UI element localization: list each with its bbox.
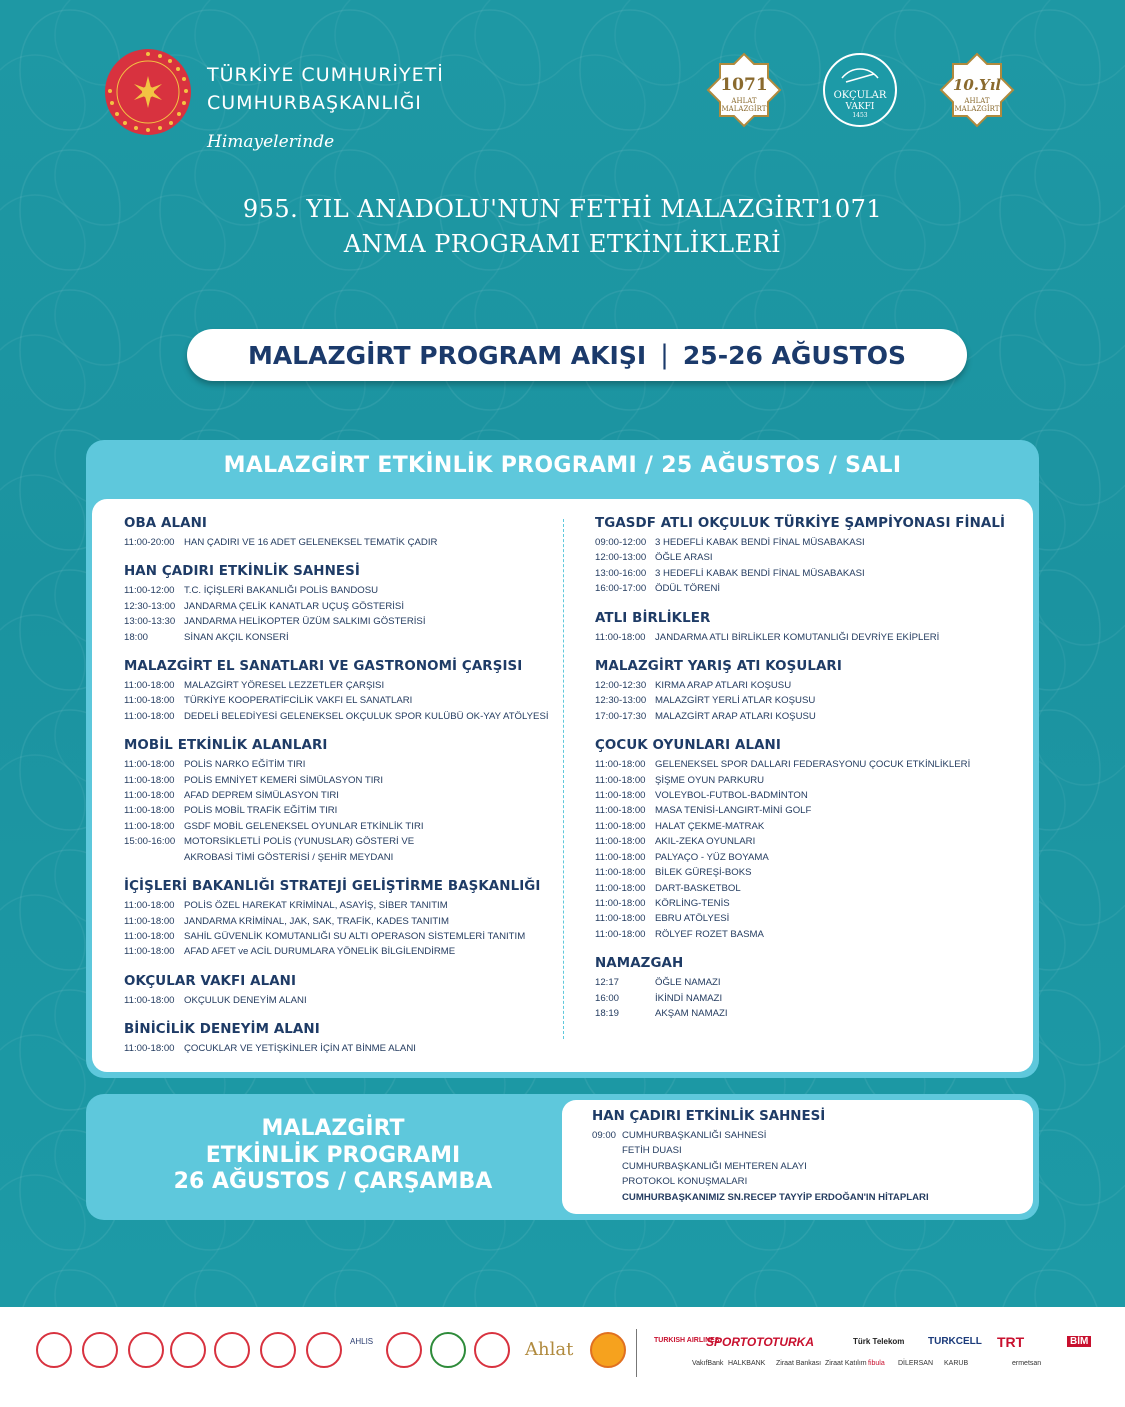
ahlat-10-yil-logo-icon <box>939 52 1015 128</box>
section-title: İÇİŞLERİ BAKANLIĞI STRATEJİ GELİŞTİRME BAŞKANLIĞI <box>124 879 541 895</box>
program-section <box>595 956 1025 1021</box>
schedule-description: CUMHURBAŞKANLIĞI SAHNESİ <box>622 1130 767 1141</box>
section-title: OBA ALANI <box>124 516 207 531</box>
schedule-time: 11:00-18:00 <box>124 900 175 912</box>
schedule-row <box>124 757 564 772</box>
schedule-description: GSDF MOBİL GELENEKSEL OYUNLAR ETKİNLİK TIRI <box>184 820 424 832</box>
svg-text:AHLAT: AHLAT <box>964 97 990 105</box>
schedule-time: 11:00-18:00 <box>595 928 646 940</box>
schedule-row <box>124 914 564 929</box>
schedule-row <box>124 773 564 788</box>
schedule-row <box>595 975 1025 990</box>
schedule-time: 16:00-17:00 <box>595 583 647 595</box>
schedule-row <box>595 709 1025 724</box>
schedule-row <box>124 630 564 645</box>
schedule-row <box>124 788 564 803</box>
svg-text:MALAZGİRT: MALAZGİRT <box>954 105 1000 113</box>
schedule-description: EBRU ATÖLYESİ <box>655 913 730 925</box>
main-title-line2: ANMA PROGRAMI ETKİNLİKLERİ <box>343 230 782 258</box>
schedule-description: JANDARMA ÇELİK KANATLAR UÇUŞ GÖSTERİSİ <box>184 600 404 612</box>
section-title: BİNİCİLİK DENEYİM ALANI <box>124 1022 320 1038</box>
day1-card <box>92 499 1033 1072</box>
schedule-time: 11:00-18:00 <box>595 631 646 643</box>
schedule-row <box>592 1159 1033 1174</box>
program-section <box>595 611 1025 645</box>
day2-title-line2: ETKİNLİK PROGRAMI <box>205 1142 461 1168</box>
schedule-time: 12:30-13:00 <box>595 695 647 707</box>
schedule-description: SİNAN AKÇIL KONSERİ <box>184 631 289 643</box>
schedule-row <box>124 583 564 598</box>
sponsor-footer <box>0 1307 1125 1407</box>
schedule-time: 11:00-20:00 <box>124 537 175 548</box>
institution-seal-icon <box>214 1332 250 1368</box>
schedule-row <box>124 944 564 959</box>
schedule-description: GELENEKSEL SPOR DALLARI FEDERASYONU ÇOCUK ETKİNLİKLERİ <box>655 759 971 771</box>
schedule-description: MALAZGİRT YERLİ ATLAR KOŞUSU <box>655 695 816 707</box>
sponsor-karub: KARUB <box>944 1360 969 1367</box>
institution-seal-icon <box>170 1332 206 1368</box>
ahlis-logo-icon: AHLIS <box>350 1337 374 1346</box>
presidency-name-line2: CUMHURBAŞKANLIĞI <box>207 92 422 114</box>
schedule-row <box>595 581 1025 596</box>
schedule-time: 11:00-18:00 <box>124 759 175 771</box>
svg-text:MALAZGİRT: MALAZGİRT <box>721 105 767 113</box>
schedule-description: AKIL-ZEKA OYUNLARI <box>655 836 756 848</box>
day2-card <box>562 1100 1033 1214</box>
schedule-time <box>592 1159 622 1174</box>
schedule-row <box>124 535 564 550</box>
program-section <box>124 974 564 1008</box>
institution-seal-icon <box>82 1332 118 1368</box>
program-section <box>124 1022 564 1056</box>
schedule-description: AKŞAM NAMAZI <box>655 1007 728 1019</box>
schedule-time: 11:00-18:00 <box>595 867 646 879</box>
section-title: MALAZGİRT YARIŞ ATI KOŞULARI <box>595 659 842 675</box>
schedule-time: 15:00-16:00 <box>124 836 176 848</box>
institution-seal-icon <box>128 1332 164 1368</box>
schedule-description: RÖLYEF ROZET BASMA <box>655 928 764 940</box>
schedule-time: 11:00-18:00 <box>124 820 175 832</box>
schedule-time: 11:00-18:00 <box>124 915 175 927</box>
program-flow-banner <box>187 329 967 381</box>
schedule-row <box>595 881 1025 896</box>
schedule-row <box>595 693 1025 708</box>
section-title: ÇOCUK OYUNLARI ALANI <box>595 738 781 754</box>
svg-text:AHLAT: AHLAT <box>731 97 757 105</box>
schedule-description: ÖDÜL TÖRENİ <box>655 583 721 595</box>
program-section <box>124 879 564 960</box>
schedule-time: 11:00-18:00 <box>595 882 646 894</box>
schedule-time: 11:00-18:00 <box>124 1043 175 1055</box>
day1-right-column <box>595 516 1025 1035</box>
schedule-row <box>124 709 564 724</box>
schedule-description: AFAD DEPREM SİMÜLASYON TIRI <box>184 790 339 802</box>
schedule-time: 11:00-18:00 <box>595 836 646 848</box>
schedule-description: AKROBASİ TİMİ GÖSTERİSİ / ŞEHİR MEYDANI <box>184 851 394 863</box>
institution-seal-icon <box>386 1332 422 1368</box>
schedule-description: BİLEK GÜREŞİ-BOKS <box>655 867 752 879</box>
schedule-row <box>595 630 1025 645</box>
institution-seal-icon <box>474 1332 510 1368</box>
schedule-time: 11:00-18:00 <box>124 805 175 817</box>
schedule-description: VOLEYBOL-FUTBOL-BADMİNTON <box>655 790 808 802</box>
main-title-line1: 955. YIL ANADOLU'NUN FETHİ MALAZGİRT1071 <box>242 195 883 223</box>
okcular-vakfi-logo-icon <box>822 52 898 128</box>
schedule-description: DART-BASKETBOL <box>655 882 741 894</box>
schedule-description: MASA TENİSİ-LANGIRT-MİNİ GOLF <box>655 805 812 817</box>
schedule-description: DEDELİ BELEDİYESİ GELENEKSEL OKÇULUK SPOR KULÜBÜ OK-YAY ATÖLYESİ <box>184 710 549 722</box>
schedule-row <box>592 1190 1033 1205</box>
schedule-time: 12:17 <box>595 977 620 989</box>
schedule-row <box>124 678 564 693</box>
column-divider <box>563 519 564 1039</box>
day2-panel <box>86 1094 1039 1220</box>
schedule-row <box>595 834 1025 849</box>
program-section <box>124 564 564 645</box>
schedule-row <box>592 1174 1033 1189</box>
sponsor-fibula: fibula <box>868 1360 885 1367</box>
section-title: MALAZGİRT EL SANATLARI VE GASTRONOMİ ÇARŞISI <box>124 659 523 675</box>
schedule-row <box>592 1128 1033 1143</box>
schedule-row <box>595 865 1025 880</box>
schedule-time: 11:00-18:00 <box>595 774 646 786</box>
banner-label: MALAZGİRT PROGRAM AKIŞI <box>247 340 647 370</box>
schedule-time: 12:30-13:00 <box>124 600 176 612</box>
schedule-time: 09:00 <box>592 1130 617 1141</box>
day2-items <box>592 1128 1033 1205</box>
schedule-time: 11:00-18:00 <box>595 790 646 802</box>
sponsor-sportoto: SPORTOTO <box>706 1335 773 1349</box>
schedule-time: 11:00-18:00 <box>124 946 175 958</box>
schedule-description: FETİH DUASI <box>622 1145 682 1157</box>
schedule-time: 11:00-18:00 <box>124 930 175 942</box>
schedule-description: HALAT ÇEKME-MATRAK <box>655 820 765 832</box>
schedule-time: 18:00 <box>124 631 149 643</box>
day1-panel <box>86 440 1039 1078</box>
institution-seal-icon <box>306 1332 342 1368</box>
schedule-row <box>595 991 1025 1006</box>
schedule-row <box>595 896 1025 911</box>
schedule-row <box>595 850 1025 865</box>
schedule-description: İKİNDİ NAMAZI <box>655 992 723 1004</box>
day2-section-title: HAN ÇADIRI ETKİNLİK SAHNESİ <box>592 1109 826 1124</box>
schedule-description: MOTORSİKLETLİ POLİS (YUNUSLAR) GÖSTERİ VE <box>184 836 415 848</box>
schedule-row <box>595 819 1025 834</box>
program-section <box>124 738 564 865</box>
day1-left-column <box>124 516 564 1071</box>
sponsor-bim: BİM <box>1067 1336 1091 1347</box>
schedule-time: 11:00-18:00 <box>595 805 646 817</box>
schedule-time: 11:00-18:00 <box>124 994 175 1006</box>
sponsor-halkbank: HALKBANK <box>728 1360 766 1367</box>
schedule-description: OKÇULUK DENEYİM ALANI <box>184 994 307 1006</box>
schedule-description: CUMHURBAŞKANIMIZ SN.RECEP TAYYİP ERDOĞAN'IN HİTAPLARI <box>622 1191 929 1203</box>
sponsor-ziraat-bankasi: Ziraat Bankası <box>776 1360 822 1367</box>
institution-seal-icon <box>260 1332 296 1368</box>
schedule-description: POLİS MOBİL TRAFİK EĞİTİM TIRI <box>184 805 338 817</box>
institution-seal-icon <box>36 1332 72 1368</box>
schedule-row <box>595 773 1025 788</box>
svg-text:10.Yıl: 10.Yıl <box>952 76 1002 94</box>
schedule-description: POLİS NARKO EĞİTİM TIRI <box>184 759 306 771</box>
presidency-emblem-icon <box>104 48 192 136</box>
schedule-description: MALAZGİRT YÖRESEL LEZZETLER ÇARŞISI <box>184 680 385 692</box>
schedule-time: 11:00-18:00 <box>124 774 175 786</box>
schedule-description: JANDARMA KRİMİNAL, JAK, SAK, TRAFİK, KADES TANITIM <box>184 915 449 927</box>
presidency-name-line1: TÜRKİYE CUMHURİYETİ <box>207 64 444 86</box>
schedule-description: KÖRLİNG-TENİS <box>655 897 730 909</box>
schedule-row <box>595 788 1025 803</box>
schedule-description: 3 HEDEFLİ KABAK BENDİ FİNAL MÜSABAKASI <box>655 537 865 548</box>
schedule-row <box>124 803 564 818</box>
schedule-time: 18:19 <box>595 1007 620 1019</box>
sponsor-ermetsan: ermetsan <box>1012 1360 1042 1367</box>
schedule-row <box>124 834 564 849</box>
sponsor-ziraat-katilim: Ziraat Katılım <box>825 1360 867 1367</box>
schedule-description: MALAZGİRT ARAP ATLARI KOŞUSU <box>655 710 816 722</box>
sponsor-turka: TURKA <box>772 1335 814 1349</box>
schedule-time: 12:00-13:00 <box>595 552 647 564</box>
schedule-time: 11:00-18:00 <box>124 680 175 692</box>
schedule-description: HAN ÇADIRI VE 16 ADET GELENEKSEL TEMATİK ÇADIR <box>184 537 438 548</box>
schedule-description: JANDARMA HELİKOPTER ÜZÜM SALKIMI GÖSTERİSİ <box>184 616 426 628</box>
section-title: OKÇULAR VAKFI ALANI <box>124 973 297 989</box>
schedule-row <box>595 566 1025 581</box>
sponsor-turk-telekom: Türk Telekom <box>853 1337 905 1346</box>
footer-divider <box>636 1329 637 1377</box>
program-section <box>595 659 1025 724</box>
day1-heading: MALAZGİRT ETKİNLİK PROGRAMI / 25 AĞUSTOS / SALI <box>223 453 902 478</box>
section-title: MOBİL ETKİNLİK ALANLARI <box>124 738 328 754</box>
schedule-row <box>124 614 564 629</box>
schedule-row <box>595 927 1025 942</box>
schedule-row <box>595 911 1025 926</box>
schedule-time: 11:00-18:00 <box>595 820 646 832</box>
svg-text:1071: 1071 <box>720 75 768 95</box>
sponsor-dilersan: DİLERSAN <box>898 1360 934 1367</box>
schedule-row <box>124 850 564 865</box>
schedule-time: 11:00-18:00 <box>124 710 175 722</box>
schedule-row <box>595 1006 1025 1021</box>
program-section <box>595 516 1025 597</box>
malazgirt-1071-logo-icon <box>706 52 782 128</box>
section-title: ATLI BİRLİKLER <box>595 610 711 626</box>
schedule-description: SAHİL GÜVENLİK KOMUTANLIĞI SU ALTI OPERASON SİSTEMLERİ TANITIM <box>184 930 526 942</box>
section-title: HAN ÇADIRI ETKİNLİK SAHNESİ <box>124 564 360 580</box>
svg-text:VAKFI: VAKFI <box>845 102 875 112</box>
schedule-time <box>592 1174 622 1189</box>
schedule-time <box>124 850 184 865</box>
banner-separator: | <box>660 340 669 370</box>
schedule-time: 11:00-18:00 <box>124 695 175 707</box>
sponsor-vakifbank: VakıfBank <box>692 1360 724 1367</box>
schedule-row <box>595 550 1025 565</box>
schedule-description: T.C. İÇİŞLERİ BAKANLIĞI POLİS BANDOSU <box>184 585 379 597</box>
schedule-description: KIRMA ARAP ATLARI KOŞUSU <box>655 680 792 692</box>
schedule-row <box>595 757 1025 772</box>
schedule-description: PROTOKOL KONUŞMALARI <box>622 1176 748 1188</box>
section-title: TGASDF ATLI OKÇULUK TÜRKİYE ŞAMPİYONASI FİNALİ <box>595 516 1006 531</box>
day2-title-line1: MALAZGİRT <box>261 1116 405 1141</box>
schedule-row <box>595 535 1025 550</box>
schedule-time: 11:00-18:00 <box>595 851 646 863</box>
ahlat-logo-icon: Ahlat <box>525 1339 574 1360</box>
sponsor-turkcell: TURKCELL <box>928 1336 982 1347</box>
schedule-time <box>592 1143 622 1158</box>
day2-title-line3: 26 AĞUSTOS / ÇARŞAMBA <box>173 1169 493 1194</box>
schedule-description: POLİS EMNİYET KEMERİ SİMÜLASYON TIRI <box>184 774 384 786</box>
program-section <box>124 659 564 724</box>
schedule-time: 11:00-18:00 <box>595 897 646 909</box>
institution-seal-icon <box>430 1332 466 1368</box>
schedule-description: CUMHURBAŞKANLIĞI MEHTEREN ALAYI <box>622 1160 807 1172</box>
schedule-row <box>124 993 564 1008</box>
sponsor-turkish-airlines: TURKISH AIRLINES <box>654 1337 720 1344</box>
schedule-time: 16:00 <box>595 992 620 1004</box>
schedule-row <box>124 599 564 614</box>
section-title: NAMAZGAH <box>595 956 684 972</box>
day2-title <box>86 1116 580 1196</box>
institution-seal-icon <box>590 1332 626 1368</box>
schedule-description: ÇOCUKLAR VE YETİŞKİNLER İÇİN AT BİNME ALANI <box>184 1043 416 1055</box>
schedule-row <box>592 1143 1033 1158</box>
schedule-row <box>124 819 564 834</box>
program-section <box>595 738 1025 942</box>
schedule-row <box>124 898 564 913</box>
schedule-description: 3 HEDEFLİ KABAK BENDİ FİNAL MÜSABAKASI <box>655 567 865 579</box>
schedule-description: ÖĞLE NAMAZI <box>655 977 721 989</box>
svg-text:OKÇULAR: OKÇULAR <box>833 90 887 101</box>
schedule-description: TÜRKİYE KOOPERATİFCİLİK VAKFI EL SANATLARI <box>184 695 413 707</box>
schedule-description: POLİS ÖZEL HAREKAT KRİMİNAL, ASAYİŞ, SİBER TANITIM <box>184 900 448 912</box>
patronage-text: Himayelerinde <box>207 132 335 152</box>
schedule-time: 13:00-16:00 <box>595 567 647 579</box>
schedule-description: ÖĞLE ARASI <box>655 552 713 564</box>
schedule-time: 09:00-12:00 <box>595 537 647 548</box>
schedule-description: PALYAÇO - YÜZ BOYAMA <box>655 851 769 863</box>
banner-dates: 25-26 AĞUSTOS <box>682 340 907 370</box>
schedule-description: ŞİŞME OYUN PARKURU <box>655 774 765 786</box>
schedule-row <box>124 929 564 944</box>
schedule-description: JANDARMA ATLI BİRLİKLER KOMUTANLIĞI DEVRİYE EKİPLERİ <box>655 631 940 643</box>
schedule-time: 11:00-18:00 <box>124 790 175 802</box>
schedule-time: 13:00-13:30 <box>124 616 176 628</box>
schedule-time: 17:00-17:30 <box>595 710 647 722</box>
schedule-time: 11:00-18:00 <box>595 913 646 925</box>
program-section <box>124 516 564 550</box>
schedule-time: 11:00-12:00 <box>124 585 175 597</box>
sponsor-trt: TRT <box>997 1334 1025 1350</box>
schedule-time <box>592 1190 622 1205</box>
svg-text:1453: 1453 <box>852 112 868 119</box>
schedule-time: 12:00-12:30 <box>595 680 647 692</box>
schedule-description: AFAD AFET ve ACİL DURUMLARA YÖNELİK BİLGİLENDİRME <box>184 946 456 958</box>
schedule-row <box>124 693 564 708</box>
schedule-time: 11:00-18:00 <box>595 759 646 771</box>
schedule-row <box>595 803 1025 818</box>
schedule-row <box>595 678 1025 693</box>
schedule-row <box>124 1041 564 1056</box>
